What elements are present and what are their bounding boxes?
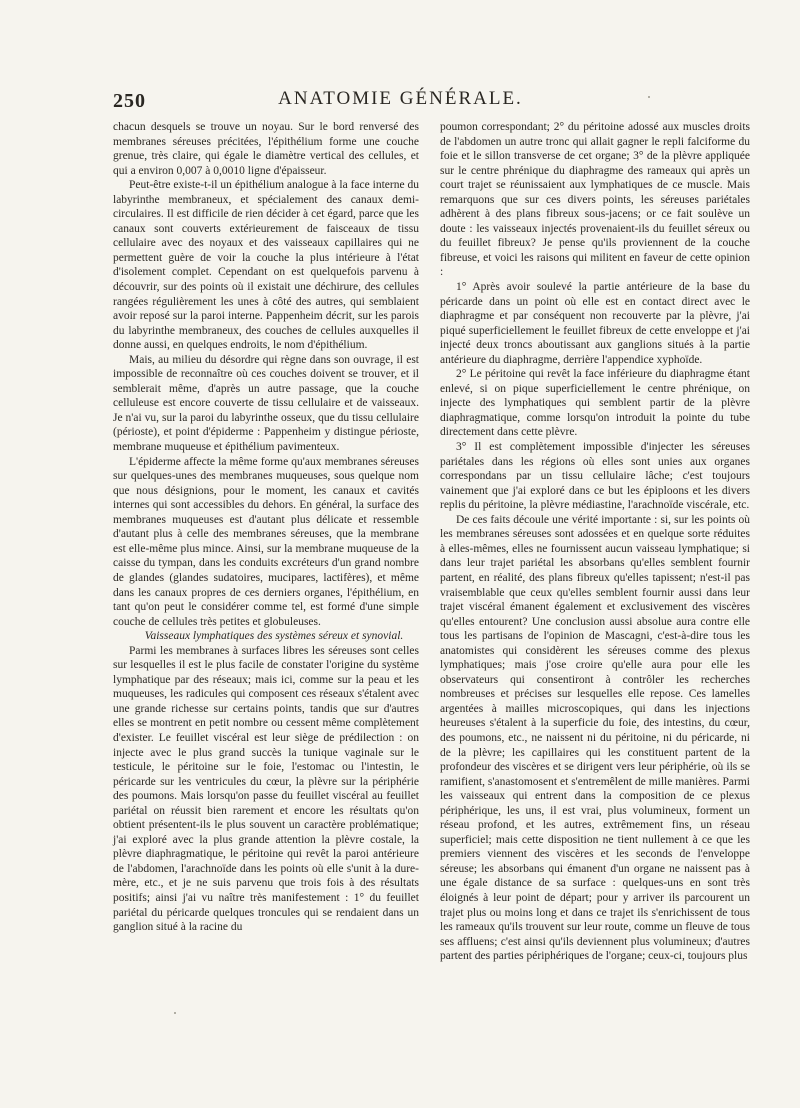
paragraph: De ces faits découle une vérité importante : si, sur les points où les membranes séreuses sont adossées et en quelque sorte réduites à elles-mêmes, elles ne fournissent aucun vaisseau lymphatique; si dans leur trajet pariétal les absorbans qu'elles semblent fournir partent, en réalité, des plans fibreux qu'elles tapissent; n'est-il pas vraisemblable que ceux qu'elles semblent fournir aussi dans leur trajet viscéral émanent également et exclusivement des viscères qu'elles entourent? Une conclusion aussi absolue aura contre elle tous les partisans de l'opinion de Mascagni, c'est-à-dire tous les anatomistes qui considèrent les séreuses comme des plexus lymphatiques; mais j'ose croire qu'elle aura pour elle les observateurs qui consentiront à contrôler les recherches nombreuses et précises sur lesquelles elle repose. Ces lamelles argentées à mailles microscopiques, qui dans les injections heureuses s'étalent à la superficie du foie, des intestins, du cœur, des poumons, etc., ne naissent ni du péritoine, ni du péricarde, ni de la plèvre; les capillaires qui les constituent partent de la profondeur des viscères et se dirigent vers leur périphérie, où ils se ramifient, s'anastomosent et s'entremêlent de mille manières. Parmi les vaisseaux qui entrent dans la composition de ce plexus périphérique, les uns, il est vrai, plus volumineux, forment un réseau profond, et les autres, extrêmement fins, un réseau superficiel; mais cette disposition ne tient nullement à ce que les premiers viennent des viscères et les seconds de l'enveloppe séreuse; les absorbans qui émanent d'un organe ne naissent pas à une égale distance de sa surface : quelques-uns en sont très éloignés à leur point de départ; pour y arriver ils parcourent un trajet plus ou moins long et dans ce trajet ils s'enrichissent de tous les rameaux qu'ils trouvent sur leur route, comme un fleuve de tous ses affluens; c'est ainsi qu'ils deviennent plus volumineux; d'autres partent des parties périphériques de l'organe; ceux-ci, toujours plus: [440, 513, 750, 963]
paragraph: chacun desquels se trouve un noyau. Sur le bord renversé des membranes séreuses précitées, l'épithélium forme une couche grenue, très claire, qui égale le diamètre vertical des cellules, et qui a environ 0,007 à 0,0010 ligne d'épaisseur.: [113, 121, 419, 177]
page-number: 250: [113, 90, 146, 112]
paragraph: L'épiderme affecte la même forme qu'aux membranes séreuses sur quelques-unes des membranes muqueuses, sous quelque nom que nous désignions, pour le moment, les canaux et cavités internes qui sont accessibles du dehors. En général, la surface des membranes muqueuses est d'autant plus délicate et ressemble d'autant plus à celle des membranes séreuses, que la membrane est elle-même plus mince. Ainsi, sur la membrane muqueuse de la caisse du tympan, dans les conduits excréteurs d'un grand nombre de glandes (glandes sudatoires, mucipares, lactifères), et même dans les canaux propres de ces derniers organes, l'épithélium, en tant qu'on peut le considérer comme tel, est formé d'une simple couche de cellules très petites et globuleuses.: [113, 455, 419, 628]
paragraph: 1° Après avoir soulevé la partie antérieure de la base du péricarde dans un point où elle est en contact direct avec le diaphragme et par conséquent non recouverte par la plèvre, j'ai piqué superficiellement le feuillet fibreux de cette enveloppe et j'ai injecté deux troncs aboutissant aux ganglions situés à la partie antérieure du diaphragme, derrière l'appendice xyphoïde.: [440, 281, 750, 366]
page-header: [113, 88, 688, 114]
left-column: [113, 120, 419, 935]
section-title: Vaisseaux lymphatiques des systèmes séreux et synovial.: [144, 630, 404, 643]
ink-speck: [174, 1012, 176, 1014]
paragraph: Mais, au milieu du désordre qui règne dans son ouvrage, il est impossible de reconnaître où ces couches doivent se trouver, et il semblerait même, d'après un autre passage, que la couche celluleuse est encore couverte de tissu cellulaire et de vaisseaux. Je n'ai vu, sur la paroi du labyrinthe osseux, que du tissu cellulaire (périoste), et point d'épiderme : Pappenheim y distingue périoste, membrane muqueuse et épithélium pavimenteux.: [113, 353, 419, 454]
paragraph: 2° Le péritoine qui revêt la face inférieure du diaphragme étant enlevé, si on pique superficiellement le centre phrénique, on injecte des lymphatiques qui semblent partir de la plèvre diaphragmatique, comme lorsqu'on introduit la pointe du tube directement dans cette plèvre.: [440, 368, 750, 439]
right-column: [440, 120, 750, 964]
running-title: ANATOMIE GÉNÉRALE.: [278, 88, 523, 109]
paragraph: Parmi les membranes à surfaces libres les séreuses sont celles sur lesquelles il est le plus facile de constater l'origine du système lymphatique par des réseaux; mais ici, comme sur la peau et les muqueuses, les radicules qui composent ces réseaux s'étalent avec une grande richesse sur certains points, tandis que sur d'autres elles se montrent en petit nombre ou cessent même complètement d'exister. Le feuillet viscéral est leur siège de prédilection : on injecte avec le plus grand succès la tunique vaginale sur le testicule, le péritoine sur le foie, l'estomac ou l'intestin, le péricarde sur les ventricules du cœur, la plèvre sur la périphérie des poumons. Mais lorsqu'on passe du feuillet viscéral au feuillet pariétal on réussit bien rarement et encore les résultats qu'on obtient présentent-ils le plus souvent un caractère problématique; j'ai exploré avec la plus grande attention la plèvre costale, la plèvre diaphragmatique, le péritoine qui revêt la paroi antérieure de l'abdomen, l'arachnoïde dans les points où elle s'unit à la dure-mère, etc., et je ne suis parvenu que trois fois à des résultats positifs; ainsi j'ai vu naître très manifestement : 1° du feuillet pariétal du péricarde quelques troncules qui se rendaient dans un ganglion situé à la racine du: [113, 644, 419, 934]
paragraph: 3° Il est complètement impossible d'injecter les séreuses pariétales dans les régions où elles sont unies aux organes correspondans par un tissu cellulaire lâche; c'est toujours vainement que j'ai exploré dans ce but les épiploons et les divers replis du péritoine, la plèvre médiastine, l'arachnoïde viscérale, etc.: [440, 441, 750, 512]
paragraph: poumon correspondant; 2° du péritoine adossé aux muscles droits de l'abdomen un autre tronc qui allait gagner le repli falciforme du foie et le sillon transverse de cet organe; 3° de la plèvre appliquée sur le centre phrénique du diaphragme des rameaux qui après un court trajet se réunissaient aux lymphatiques de ce muscle. Mais remarquons que sur ces divers points, les séreuses pariétales adhèrent à des plans fibreux sous-jacens; or ce fait soulève un doute : les vaisseaux injectés provenaient-ils du feuillet séreux ou du feuillet fibreux? Je pense qu'ils proviennent de la couche fibreuse, et voici les raisons qui militent en faveur de cette opinion :: [440, 121, 750, 279]
paragraph: Peut-être existe-t-il un épithélium analogue à la face interne du labyrinthe membraneux, et spécialement des canaux demi-circulaires. Il est difficile de rien décider à cet égard, parce que les canaux sont couverts extérieurement de faisceaux de tissu cellulaire avec des noyaux et des vaisseaux capillaires qui ne permettent guère de voir la couche la plus intérieure à l'état d'isolement complet. Cependant on est quelquefois parvenu à découvrir, sur des points où il existait une déchirure, des cellules rangées régulièrement les unes à côté des autres, qui semblaient avoir reposé sur la paroi interne. Pappenheim décrit, sur les parois du labyrinthe membraneux, des couches de cellules auxquelles il donne aussi, en quelques endroits, le nom d'épithélium.: [113, 179, 419, 352]
ink-speck: [648, 96, 650, 98]
